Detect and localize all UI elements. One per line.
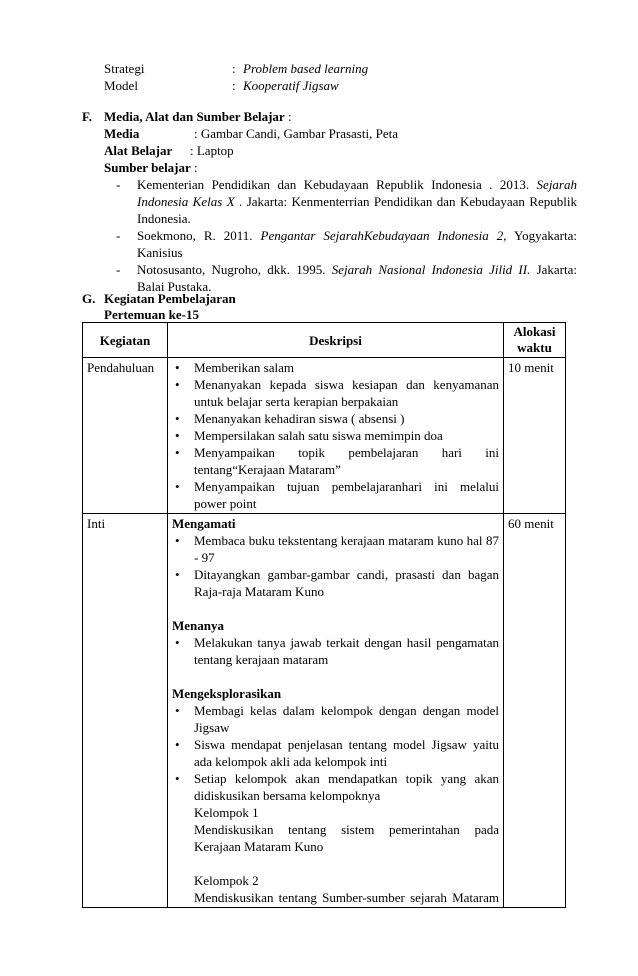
header-deskripsi: Deskripsi: [168, 323, 504, 358]
list-item: [172, 736, 499, 770]
reference-title: Sejarah Nasional Indonesia Jilid II.: [331, 262, 531, 277]
model-label: Model: [104, 78, 138, 93]
reference-text: . Jakarta: Kenmenterrian Pendidikan dan Kebudayaan Republik Indonesia.: [137, 194, 578, 226]
subheading-mengeksplorasikan: Mengeksplorasikan: [172, 686, 282, 701]
section-g-letter: G.: [82, 291, 96, 306]
media-value: : Gambar Candi, Gambar Prasasti, Peta: [194, 126, 398, 141]
kelompok-1-title: Kelompok 1: [194, 805, 259, 820]
list-item: [172, 770, 499, 804]
dash-marker: -: [116, 177, 121, 192]
list-item: [172, 478, 499, 512]
list-item: [172, 702, 499, 736]
section-f-letter: F.: [82, 109, 92, 124]
bullet-marker: •: [175, 479, 180, 494]
alat-label: Alat Belajar: [104, 143, 173, 158]
sumber-colon: :: [190, 160, 198, 175]
list-item: [172, 566, 499, 600]
list-item-text: Menyampaikan topik pembelajaran hari ini tentang“Kerajaan Mataram”: [194, 445, 499, 477]
reference-item: [114, 227, 577, 261]
spacer: [172, 600, 499, 617]
bullet-marker: •: [175, 377, 180, 392]
reference-text: , Yogyakarta: Kanisius: [137, 228, 577, 260]
list-item: [172, 634, 499, 668]
kelompok-2-text: Mendiskusikan tentang Sumber-sumber sejarah Mataram: [194, 890, 499, 905]
sumber-heading: [104, 159, 198, 176]
bullet-marker: •: [175, 567, 180, 582]
subheading-menanya: Menanya: [172, 618, 224, 633]
list-item: [172, 376, 499, 410]
list-item: [172, 532, 499, 566]
table-row-inti: [83, 514, 566, 908]
bullet-marker: •: [175, 445, 180, 460]
list-item: [172, 444, 499, 478]
list-item: [172, 359, 499, 376]
cell-kegiatan: Pendahuluan: [83, 358, 168, 514]
list-item-text: Melakukan tanya jawab terkait dengan hasil pengamatan tentang kerajaan mataram: [194, 635, 499, 667]
section-g-subtitle: Pertemuan ke-15: [104, 307, 199, 322]
cell-deskripsi: [168, 514, 504, 908]
bullet-list: [172, 532, 499, 600]
bullet-marker: •: [175, 635, 180, 650]
bullet-list: [172, 702, 499, 804]
bullet-marker: •: [175, 771, 180, 786]
reference-title: Sejarah Indonesia Kelas X: [137, 177, 577, 209]
model-value: Kooperatif Jigsaw: [243, 78, 339, 93]
list-item-text: Menyampaikan tujuan pembelajaranhari ini melalui power point: [194, 479, 499, 511]
list-item-text: Membaca buku tekstentang kerajaan mataram kuno hal 87 - 97: [194, 533, 499, 565]
dash-marker: -: [116, 262, 121, 277]
cell-kegiatan: Inti: [83, 514, 168, 908]
bullet-marker: •: [175, 428, 180, 443]
kelompok-1-text: Mendiskusikan tentang sistem pemerintahan pada Kerajaan Mataram Kuno: [194, 822, 499, 854]
spacer: [172, 668, 499, 685]
bullet-marker: •: [175, 360, 180, 375]
cell-waktu: 60 menit: [504, 514, 566, 908]
section-f-title: Media, Alat dan Sumber Belajar: [104, 109, 285, 124]
list-item-text: Menanyakan kepada siswa kesiapan dan kenyamanan untuk belajar serta kerapian berpakaian: [194, 377, 499, 409]
media-label: Media: [104, 126, 140, 141]
section-g-title: Kegiatan Pembelajaran: [104, 291, 236, 306]
table-row-pendahuluan: [83, 358, 566, 514]
dash-marker: -: [116, 228, 121, 243]
list-item: [172, 427, 499, 444]
strategi-value: Problem based learning: [243, 61, 369, 76]
alat-value: : Laptop: [190, 143, 234, 158]
reference-title: Pengantar SejarahKebudayaan Indonesia 2: [260, 228, 504, 243]
reference-text: Soekmono, R. 2011.: [137, 228, 261, 243]
reference-text: Jakarta: Balai Pustaka.: [137, 262, 578, 294]
section-f-title-colon: :: [284, 109, 292, 124]
table-header-row: [83, 323, 566, 358]
sumber-label: Sumber belajar: [104, 160, 191, 175]
bullet-marker: •: [175, 411, 180, 426]
list-item-text: Siswa mendapat penjelasan tentang model Jigsaw yaitu ada kelompok akli ada kelompok inti: [194, 737, 499, 769]
header-alokasi-waktu: Alokasi waktu: [504, 323, 566, 358]
bullet-list: [172, 634, 499, 668]
bullet-marker: •: [175, 533, 180, 548]
strategi-colon: :: [232, 61, 236, 76]
strategi-label: Strategi: [104, 61, 145, 76]
reference-list: [114, 176, 577, 295]
list-item-text: Ditayangkan gambar-gambar candi, prasasti dan bagan Raja-raja Mataram Kuno: [194, 567, 499, 599]
reference-text: Notosusanto, Nugroho, dkk. 1995.: [137, 262, 332, 277]
list-item-text: Mempersilakan salah satu siswa memimpin doa: [194, 428, 443, 443]
list-item: [172, 410, 499, 427]
bullet-marker: •: [175, 703, 180, 718]
spacer: [172, 855, 499, 872]
section-f-heading: [104, 108, 292, 125]
model-colon: :: [232, 78, 236, 93]
reference-item: [114, 176, 577, 227]
bullet-marker: •: [175, 737, 180, 752]
list-item-text: Setiap kelompok akan mendapatkan topik yang akan didiskusikan bersama kelompoknya: [194, 771, 499, 803]
kelompok-2-title: Kelompok 2: [194, 873, 259, 888]
cell-deskripsi: [168, 358, 504, 514]
list-item-text: Membagi kelas dalam kelompok dengan dengan model Jigsaw: [194, 703, 499, 735]
cell-waktu: 10 menit: [504, 358, 566, 514]
kegiatan-table: [82, 322, 566, 908]
header-kegiatan: Kegiatan: [83, 323, 168, 358]
bullet-list: [172, 359, 499, 512]
reference-text: Kementerian Pendidikan dan Kebudayaan Republik Indonesia . 2013.: [137, 177, 537, 192]
subheading-mengamati: Mengamati: [172, 516, 236, 531]
list-item-text: Memberikan salam: [194, 360, 294, 375]
list-item-text: Menanyakan kehadiran siswa ( absensi ): [194, 411, 405, 426]
